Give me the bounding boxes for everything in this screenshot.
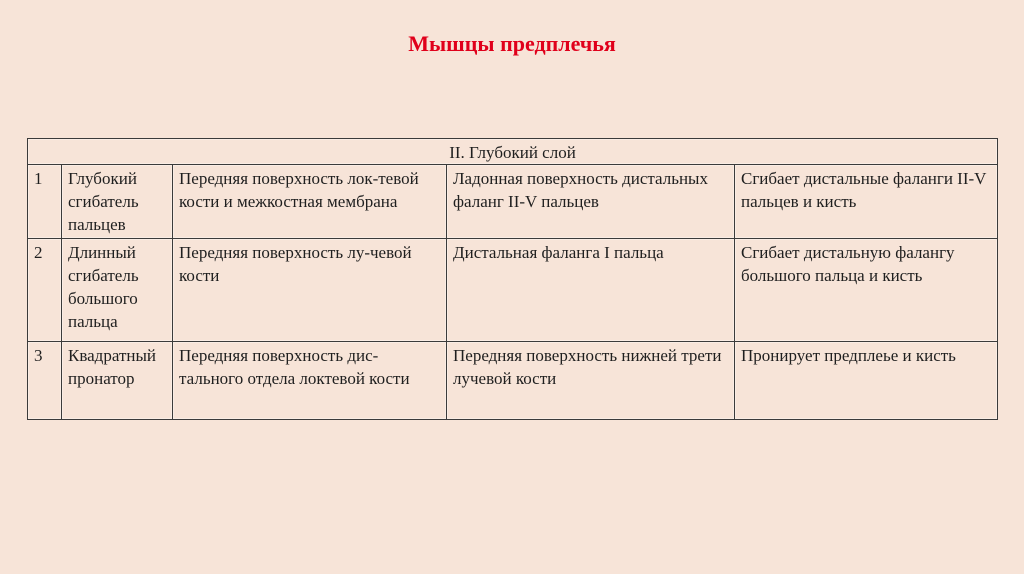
table-row [28,342,998,420]
row-number: 2 [28,239,62,342]
muscle-name: Длинный сгибатель большого пальца [62,239,173,342]
table-row [28,239,998,342]
function-cell: Сгибает дистальные фаланги II-V пальцев и кисть [735,165,998,239]
row-number: 3 [28,342,62,420]
muscle-table [27,138,998,420]
function-cell: Пронирует предплеье и кисть [735,342,998,420]
insertion-cell: Ладонная поверхность дистальных фаланг II-V пальцев [447,165,735,239]
insertion-cell: Передняя поверхность нижней трети лучевой кости [447,342,735,420]
function-cell: Сгибает дистальную фалангу большого пальца и кисть [735,239,998,342]
table-header-row [28,139,998,165]
table-row [28,165,998,239]
row-number: 1 [28,165,62,239]
slide-title: Мышцы предплечья [408,31,616,56]
origin-cell: Передняя поверхность лу-чевой кости [173,239,447,342]
insertion-cell: Дистальная фаланга I пальца [447,239,735,342]
origin-cell: Передняя поверхность лок-тевой кости и межкостная мембрана [173,165,447,239]
section-header: II. Глубокий слой [28,139,998,165]
muscle-name: Глубокий сгибатель пальцев [62,165,173,239]
muscle-name: Квадратный пронатор [62,342,173,420]
origin-cell: Передняя поверхность дис-тального отдела локтевой кости [173,342,447,420]
